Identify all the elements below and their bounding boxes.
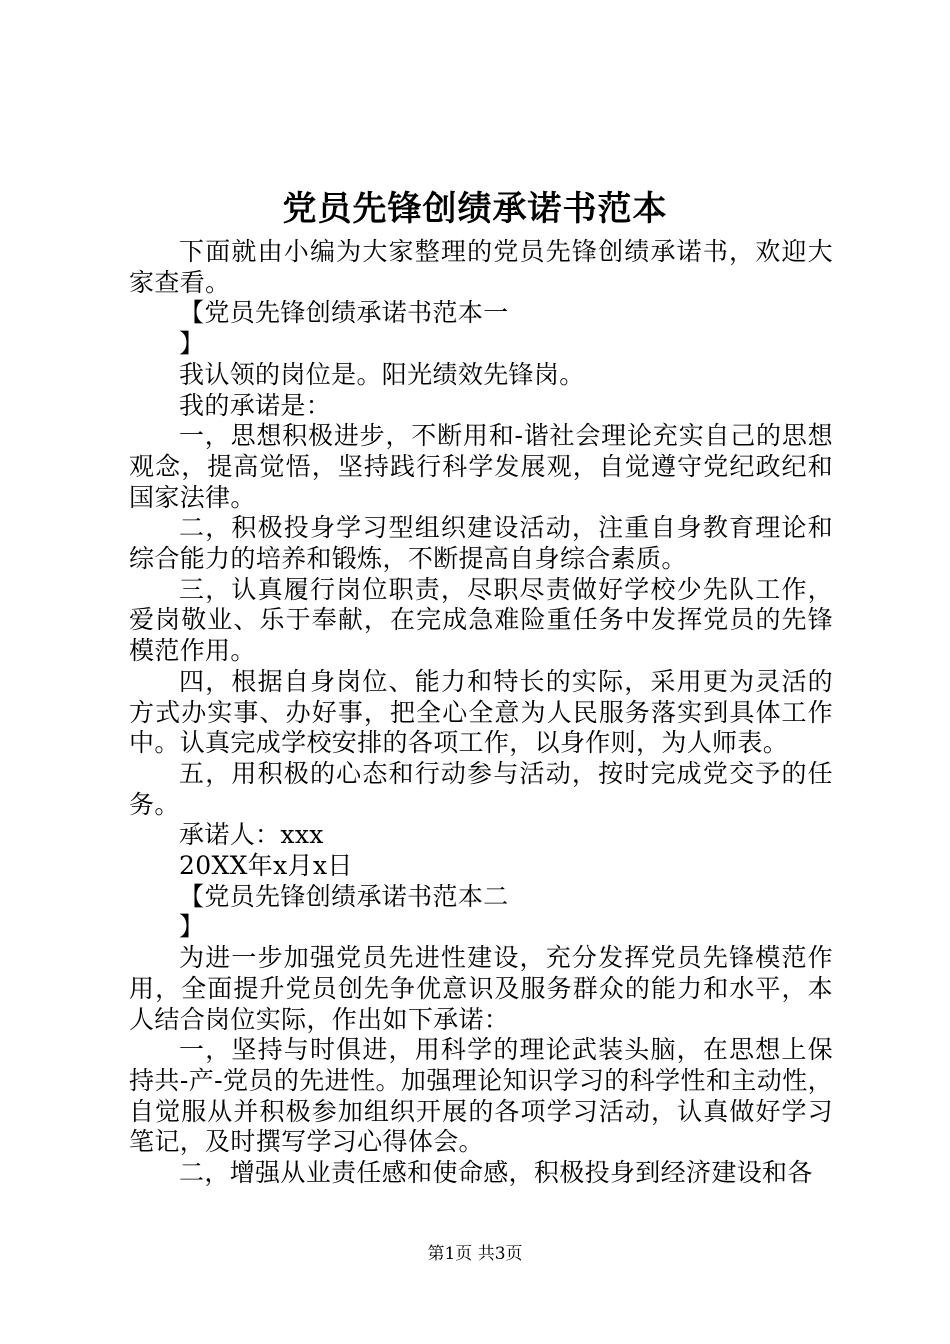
- section-2-intro: 为进一步加强党员先进性建设，充分发挥党员先锋模范作用，全面提升党员创先争优意识及服务群众的能力和水平，本人结合岗位实际，作出如下承诺：: [129, 943, 833, 1034]
- document-body: [129, 237, 833, 1189]
- post-paragraph: 我认领的岗位是。阳光绩效先锋岗。: [179, 359, 585, 389]
- signer-line: 承诺人：xxx: [179, 820, 324, 850]
- promise-item-3: 三，认真履行岗位职责，尽职尽责做好学校少先队工作，爱岗敬业、乐于奉献，在完成急难险重任务中发挥党员的先锋模范作用。: [129, 574, 833, 666]
- section-heading-2-close: 】: [179, 912, 205, 942]
- promise-item-1: 一，思想积极进步，不断用和-谐社会理论充实自己的思想观念，提高觉悟，坚持践行科学发展观，自觉遵守党纪政纪和国家法律。: [129, 421, 833, 512]
- promise-item-4: 四，根据自身岗位、能力和特长的实际，采用更为灵活的方式办实事、办好事，把全心全意为人民服务落实到具体工作中。认真完成学校安排的各项工作，以身作则，为人师表。: [129, 666, 833, 758]
- section-heading-1: 【党员先锋创绩承诺书范本一: [179, 298, 509, 328]
- intro-paragraph: 下面就由小编为大家整理的党员先锋创绩承诺书，欢迎大家查看。: [129, 237, 833, 297]
- document-title: 党员先锋创绩承诺书范本: [282, 189, 668, 229]
- promise-item-5: 五，用积极的心态和行动参与活动，按时完成党交予的任务。: [129, 758, 833, 819]
- promise-item-2: 二，积极投身学习型组织建设活动，注重自身教育理论和综合能力的培养和锻炼，不断提高自身综合素质。: [129, 513, 833, 574]
- section-heading-1-close: 】: [179, 329, 205, 359]
- section-2-item-2: 二，增强从业责任感和使命感，积极投身到经济建设和各: [179, 1158, 813, 1188]
- section-2-item-1: 一，坚持与时俱进，用科学的理论武装头脑，在思想上保持共-产-党员的先进性。加强理论知识学习的科学性和主动性，自觉服从并积极参加组织开展的各项学习活动，认真做好学习笔记，及时撰写学习心得体会。: [129, 1035, 833, 1157]
- date-line: 20XX年x月x日: [179, 851, 353, 881]
- promise-label: 我的承诺是：: [179, 390, 332, 420]
- page-footer: 第1页 共3页: [427, 1244, 523, 1264]
- section-heading-2: 【党员先锋创绩承诺书范本二: [179, 881, 509, 911]
